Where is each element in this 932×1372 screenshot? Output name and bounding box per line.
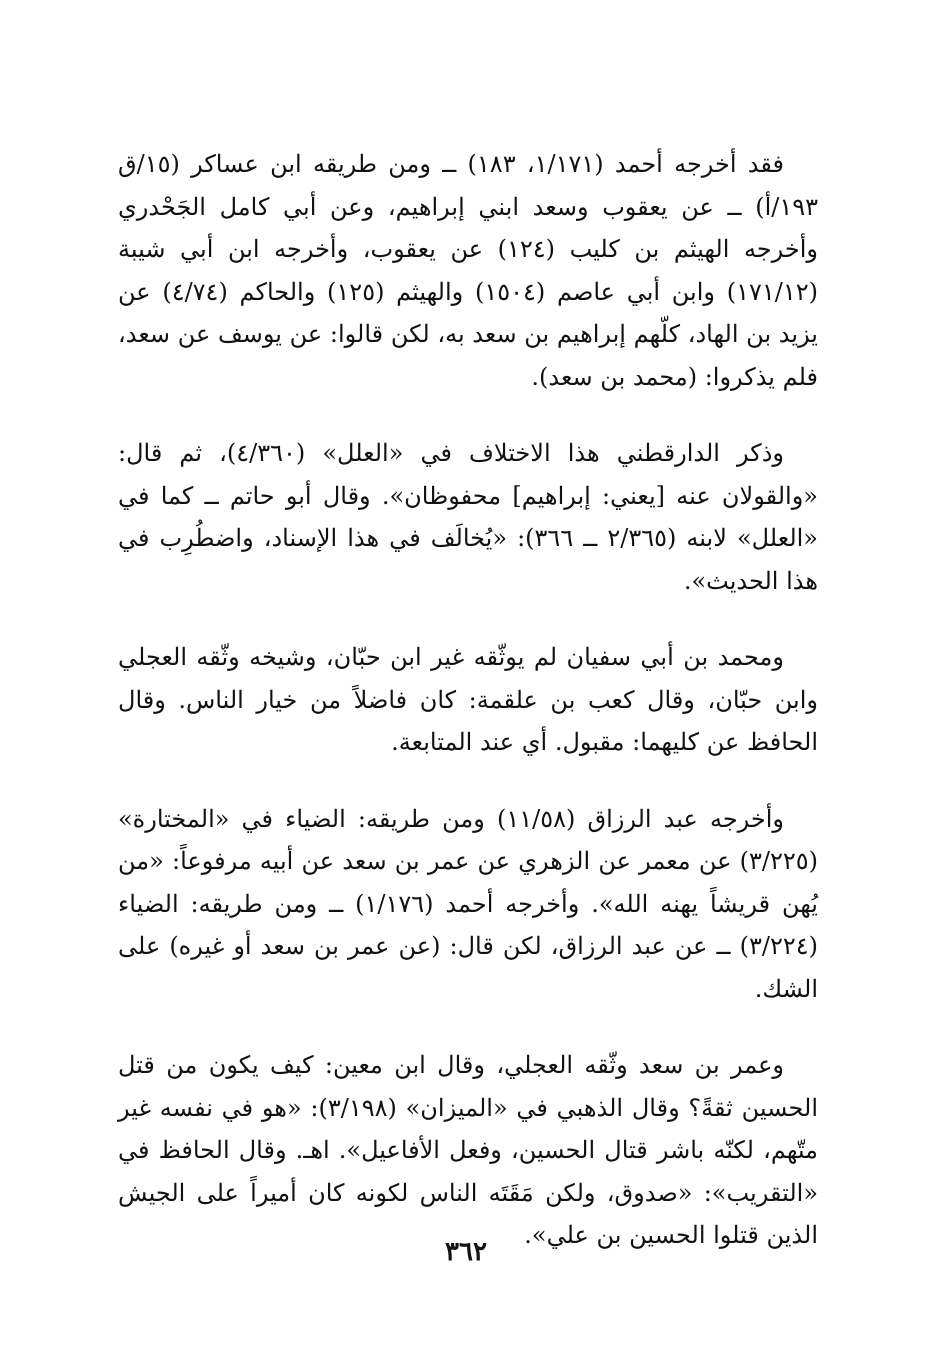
paragraph-5: وعمر بن سعد وثّقه العجلي، وقال ابن معين: كيف يكون من قتل الحسين ثقةً؟ وقال الذهبي في «الميزان» (٣/١٩٨): «هو في نفسه غير متّهم، لكنّه باشر قتال الحسين، وفعل الأفاعيل». اهـ. وقال الحافظ في «التقريب»: «صدوق، ولكن مَقَتَه الناس لكونه كان أميراً على الجيش الذين قتلوا الحسين بن علي».	[118, 1051, 819, 1249]
page-body	[118, 143, 818, 1291]
paragraph-1: فقد أخرجه أحمد (١/١٧١، ١٨٣) ــ ومن طريقه ابن عساكر (١٥/ق ١٩٣/أ) ــ عن يعقوب وسعد ابني إبراهيم، وعن أبي كامل الجَحْدري وأخرجه الهيثم بن كليب (١٢٤) عن يعقوب، وأخرجه ابن أبي شيبة (١٧١/١٢) وابن أبي عاصم (١٥٠٤) والهيثم (١٢٥) والحاكم (٤/٧٤) عن يزيد بن الهاد، كلّهم إبراهيم بن سعد به، لكن قالوا: عن يوسف عن سعد، فلم يذكروا: (محمد بن سعد).	[118, 150, 818, 391]
paragraph-3: ومحمد بن أبي سفيان لم يوثّقه غير ابن حبّان، وشيخه وثّقه العجلي وابن حبّان، وقال كعب بن علقمة: كان فاضلاً من خيار الناس. وقال الحافظ عن كليهما: مقبول. أي عند المتابعة.	[118, 643, 818, 756]
paragraph-2: وذكر الدارقطني هذا الاختلاف في «العلل» (٤/٣٦٠)، ثم قال: «والقولان عنه [يعني: إبراهيم] محفوظان». وقال أبو حاتم ــ كما في «العلل» لابنه (٢/٣٦٥ ــ ٣٦٦): «يُخالَف في هذا الإسناد، واضطُرِب في هذا الحديث».	[118, 439, 818, 595]
paragraph-4: وأخرجه عبد الرزاق (١١/٥٨) ومن طريقه: الضياء في «المختارة» (٣/٢٢٥) عن معمر عن الزهري عن عمر بن سعد عن أبيه مرفوعاً: «من يُهن قريشاً يهنه الله». وأخرجه أحمد (١/١٧٦) ــ ومن طريقه: الضياء (٣/٢٢٤) ــ عن عبد الرزاق، لكن قال: (عن عمر بن سعد أو غيره) على الشك.	[118, 804, 818, 1003]
page-number: ٣٦٢	[445, 1237, 487, 1267]
